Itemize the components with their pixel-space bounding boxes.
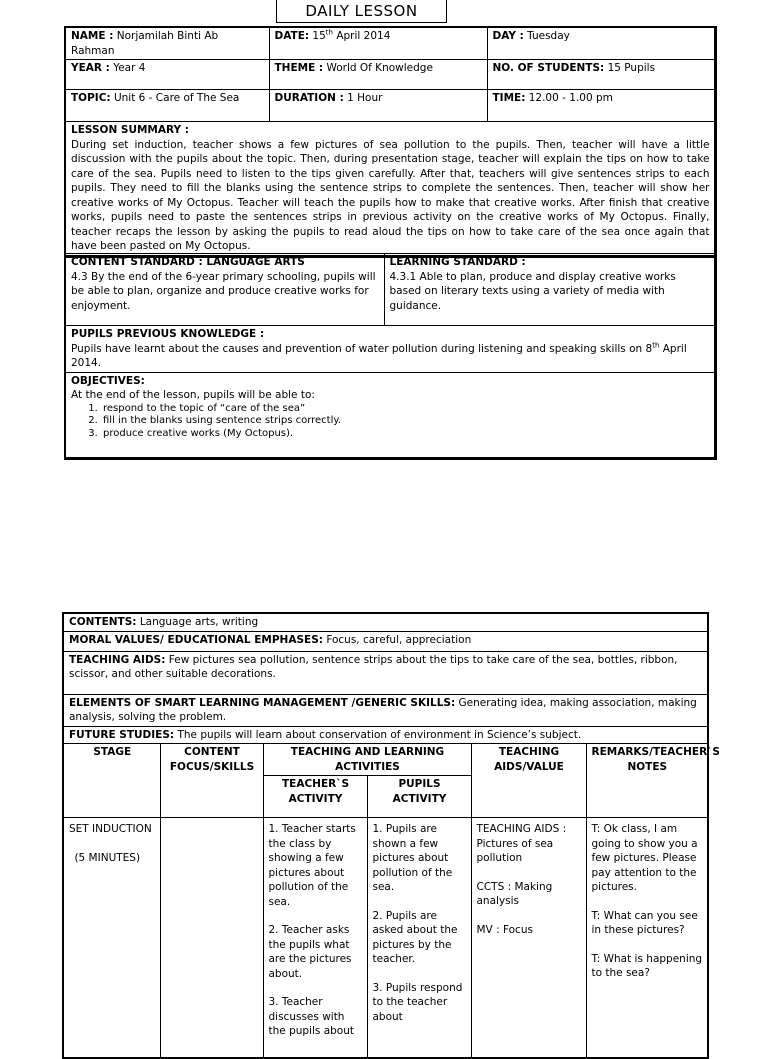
topic-cell: TOPIC: Unit 6 - Care of The Sea — [65, 90, 269, 122]
objective-item: 3. produce creative works (My Octopus). — [101, 428, 710, 441]
remarks-cell — [586, 818, 708, 1058]
objectives-label: OBJECTIVES: — [71, 374, 145, 387]
standards-table — [64, 253, 717, 460]
teacher-name: Norjamilah Binti Ab Rahman — [71, 30, 219, 57]
objectives-intro: At the end of the lesson, pupils will be able to: — [71, 389, 315, 401]
col-aids: TEACHING AIDS/VALUE — [471, 744, 586, 818]
pupils-step: 1. Pupils are shown a few pictures about pollution of the sea. — [372, 823, 453, 893]
theme-cell: THEME : World Of Knowledge — [269, 60, 487, 90]
col-tla: TEACHING AND LEARNING ACTIVITIES — [263, 744, 471, 776]
pupils-activity-cell — [367, 818, 471, 1058]
col-teacher: TEACHER`S ACTIVITY — [263, 776, 367, 818]
objectives — [65, 372, 715, 458]
learning-standard: LEARNING STANDARD : 4.3.1 Able to plan, produce and display creative works based on literary texts using a variety of media with guidance. — [384, 254, 715, 326]
previous-knowledge: PUPILS PREVIOUS KNOWLEDGE : Pupils have learnt about the causes and prevention of water pollution during listening and speaking skills on 8th April 2014. — [65, 326, 715, 373]
stage-name: SET INDUCTION — [69, 823, 152, 835]
teacher-step: 3. Teacher discusses with the pupils about — [268, 996, 354, 1037]
day-cell: DAY : Tuesday — [487, 27, 715, 60]
content-standard: CONTENT STANDARD : LANGUAGE ARTS 4.3 By the end of the 6-year primary schooling, pupils will be able to plan, organize and produce creative works for enjoyment. — [65, 254, 384, 326]
objective-item: 2. fill in the blanks using sentence strips correctly. — [101, 415, 710, 428]
aids-item: TEACHING AIDS : Pictures of sea pollution — [476, 823, 567, 864]
objective-item: 1. respond to the topic of “care of the sea” — [101, 403, 710, 416]
content-focus-cell — [160, 818, 263, 1058]
lesson-summary — [65, 122, 715, 257]
stage-minutes: (5 MINUTES) — [74, 852, 141, 864]
students-cell: NO. OF STUDENTS: 15 Pupils — [487, 60, 715, 90]
year-cell: YEAR : Year 4 — [65, 60, 269, 90]
remark-item: T: What is happening to the sea? — [591, 952, 703, 979]
col-content: CONTENT FOCUS/SKILLS — [160, 744, 263, 818]
date-cell: DATE: 15th April 2014 — [269, 27, 487, 60]
remark-item: T: What can you see in these pictures? — [591, 909, 698, 936]
duration-cell: DURATION : 1 Hour — [269, 90, 487, 122]
page-title: DAILY LESSON — [276, 0, 447, 23]
col-stage: STAGE — [63, 744, 160, 818]
teacher-activity-cell — [263, 818, 367, 1058]
smart-learning-row: ELEMENTS OF SMART LEARNING MANAGEMENT /GENERIC SKILLS: Generating idea, making association, making analysis, solving the problem. — [63, 694, 708, 726]
aids-item: CCTS : Making analysis — [476, 880, 553, 907]
lesson-plan-table — [62, 612, 720, 1059]
col-remarks: REMARKS/TEACHER`S NOTES — [586, 744, 708, 818]
future-studies-row: FUTURE STUDIES: The pupils will learn about conservation of environment in Science’s subject. — [63, 726, 708, 744]
pupils-step: 3. Pupils respond to the teacher about — [372, 981, 463, 1023]
name-cell: NAME : Norjamilah Binti Ab Rahman — [65, 27, 269, 60]
aids-value-cell — [471, 818, 586, 1058]
aids-item: MV : Focus — [476, 923, 533, 936]
remark-item: T: Ok class, I am going to show you a few pictures. Please pay attention to the pictures. — [591, 823, 698, 893]
stage-cell — [63, 818, 160, 1058]
teacher-step: 2. Teacher asks the pupils what are the pictures about. — [268, 924, 352, 980]
pupils-step: 2. Pupils are asked about the pictures by the teacher. — [372, 909, 458, 965]
moral-values-row: MORAL VALUES/ EDUCATIONAL EMPHASES: Focus, careful, appreciation — [63, 631, 708, 651]
lesson-summary-text: During set induction, teacher shows a few pictures of sea pollution to the pupils. Then, teacher will have a little discussion with the pupils about the topic. Then, during presentation stage, teacher will explain the tips on how to take care of the sea. Pupils need to listen to the tips given carefully. After that, teachers will give sentences strips to each pupils. They need to fill the blanks using the sentence strips to complete the sentences. Then, teacher will show her creative works of My Octopus. Teacher will teach the pupils how to make that creative works. After finish that creative works, pupils need to paste the sentences strips in previous activity on the creative works of My Octopus. Finally, teacher recaps the lesson by asking the pupils to read aloud the tips on how to take care of the sea once again that have been pasted on My Octopus. — [71, 138, 710, 252]
time-cell: TIME: 12.00 - 1.00 pm — [487, 90, 715, 122]
lesson-info-table — [64, 26, 717, 258]
lesson-summary-label: LESSON SUMMARY : — [71, 124, 189, 136]
col-pupils: PUPILS ACTIVITY — [367, 776, 471, 818]
teacher-step: 1. Teacher starts the class by showing a few pictures about pollution of the sea. — [268, 823, 356, 908]
objectives-list — [71, 403, 710, 441]
contents-row: CONTENTS: Language arts, writing — [63, 613, 708, 631]
teaching-aids-row: TEACHING AIDS: Few pictures sea pollution, sentence strips about the tips to take care of the sea, bottles, ribbon, scissor, and other suitable decorations. — [63, 651, 708, 694]
